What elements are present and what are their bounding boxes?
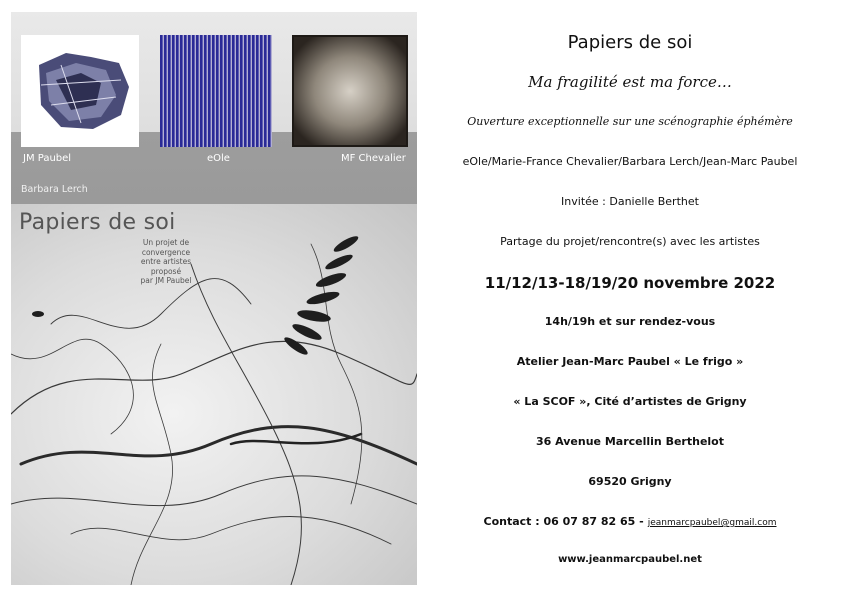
event-info (418, 0, 842, 595)
poster-artist-label: JM Paubel (23, 153, 72, 164)
venue-complex: « La SCOF », Cité d’artistes de Grigny (513, 395, 747, 408)
event-title: Papiers de soi (567, 32, 693, 53)
artwork-thumbnail-eole (160, 35, 272, 147)
poster-subtitle-line: entre artistes (140, 257, 192, 266)
poster-artist-label: eOle (207, 153, 230, 164)
event-hours: 14h/19h et sur rendez-vous (544, 315, 716, 328)
poster-image (11, 12, 417, 585)
event-dates: 11/12/13-18/19/20 novembre 2022 (484, 274, 776, 292)
poster-artist-label: Barbara Lerch (21, 184, 88, 195)
artwork-thumbnail-paubel (21, 35, 139, 147)
venue-name: Atelier Jean-Marc Paubel « Le frigo » (516, 355, 744, 368)
venue-city: 69520 Grigny (588, 475, 672, 488)
poster-artist-label: MF Chevalier (341, 153, 406, 164)
guest-artist: Invitée : Danielle Berthet (561, 195, 699, 208)
artist-list: eOle/Marie-France Chevalier/Barbara Lerch/Jean-Marc Paubel (462, 155, 798, 168)
poster-subtitle-line: convergence (141, 247, 191, 257)
poster-subtitle-line: par JM Paubel (140, 276, 192, 285)
poster-subtitle-line: proposé (150, 266, 182, 276)
poster-title: Papiers de soi (19, 210, 176, 235)
contact-phone: Contact : 06 07 87 82 65 - (483, 515, 644, 528)
contact-line (418, 515, 842, 528)
event-description: Partage du projet/rencontre(s) avec les artistes (500, 235, 760, 248)
contact-email-link[interactable]: jeanmarcpaubel@gmail.com (647, 518, 777, 528)
artwork-thumbnail-chevalier (292, 35, 408, 147)
crumpled-paper-sculpture (21, 35, 139, 147)
event-opening-note: Ouverture exceptionnelle sur une scénographie éphémère (467, 115, 793, 128)
website-link[interactable]: www.jeanmarcpaubel.net (558, 554, 702, 565)
poster-subtitle (111, 238, 221, 286)
poster-subtitle-line: Un projet de (142, 238, 190, 247)
venue-address: 36 Avenue Marcellin Berthelot (536, 435, 724, 448)
event-tagline: Ma fragilité est ma force… (528, 73, 732, 91)
